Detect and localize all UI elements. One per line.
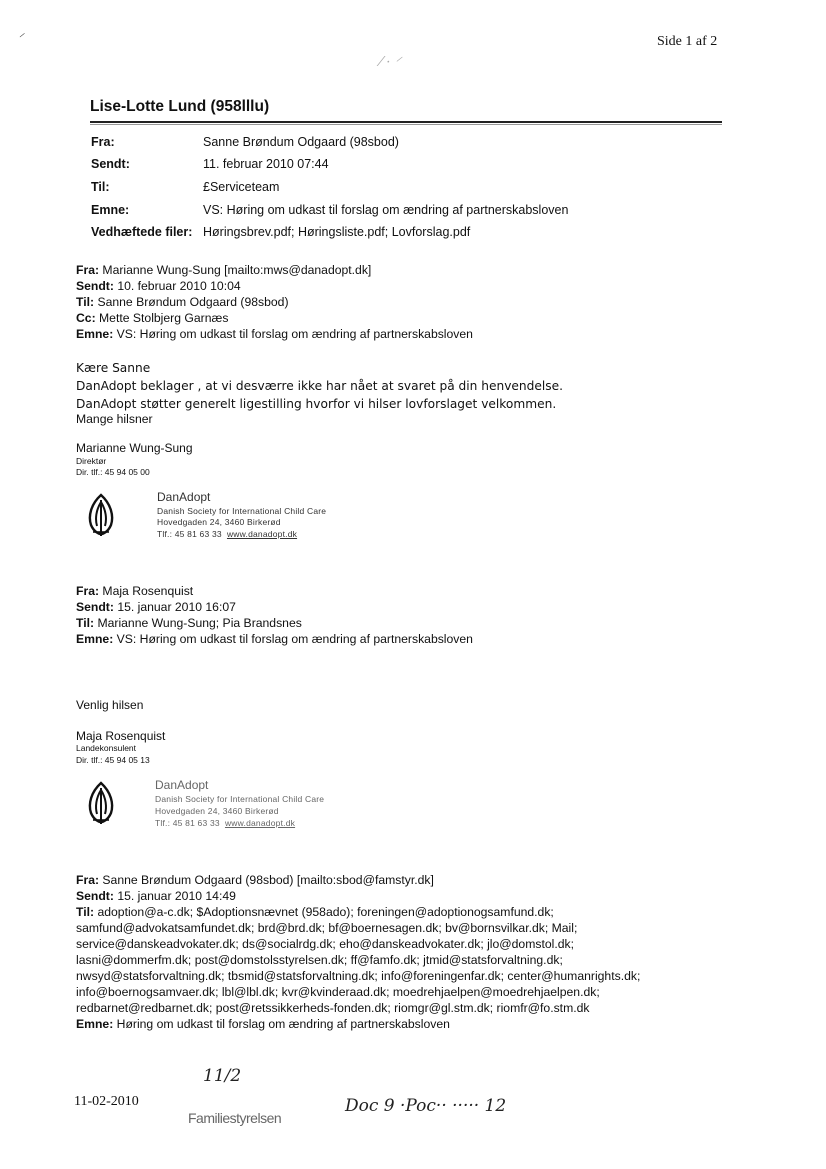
header-rule: [90, 124, 722, 125]
email3-to-line: [76, 904, 554, 920]
to-value: Sanne Brøndum Odgaard (98sbod): [97, 295, 289, 309]
org-phone: Tlf.: 45 81 63 33: [157, 529, 222, 539]
danadopt-logo-icon: [83, 492, 119, 538]
email2-signature-name: Maja Rosenquist: [76, 729, 166, 743]
subject-value: Høring om udkast til forslag om ændring af partnerskabsloven: [116, 1017, 450, 1031]
email1-signature-name: Marianne Wung-Sung: [76, 441, 193, 455]
org-contact: [155, 818, 295, 828]
recipient-list: lasni@dommerfm.dk; post@domstolsstyrelsen.dk; ff@famfo.dk; jtmid@statsforvaltning.dk;: [76, 953, 563, 967]
subject-value: VS: Høring om udkast til forslag om ændring af partnerskabsloven: [116, 632, 473, 646]
from-label: Fra:: [76, 584, 100, 598]
handwritten-fraction: 11/2: [203, 1066, 242, 1086]
from-value: Marianne Wung-Sung [mailto:mws@danadopt.dk]: [102, 263, 372, 277]
received-date: 11-02-2010: [74, 1094, 139, 1109]
email1-body-line: Mange hilsner: [76, 412, 153, 426]
sent-label: Sendt:: [76, 600, 114, 614]
to-value: £Serviceteam: [203, 180, 280, 194]
scribble-mark: ⸍: [18, 31, 24, 44]
org-website-link[interactable]: www.danadopt.dk: [226, 529, 298, 539]
recipient-list: service@danskeadvokater.dk; ds@socialrdg.dk; eho@danskeadvokater.dk; jlo@domstol.dk;: [76, 937, 574, 951]
email1-greeting: Kære Sanne: [76, 361, 151, 375]
to-label: Til:: [91, 180, 110, 194]
scribble-mark: ⁄ · ⸍: [380, 55, 402, 70]
sent-value: 15. januar 2010 14:49: [117, 889, 236, 903]
email1-to: [76, 294, 289, 310]
email1-signature-phone: Dir. tlf.: 45 94 05 00: [76, 467, 150, 477]
email1-signature-title: Direktør: [76, 456, 107, 466]
org-contact: [157, 529, 297, 539]
to-label: Til:: [76, 905, 95, 919]
email1-body-line: DanAdopt beklager , at vi desværre ikke har nået at svaret på din henvendelse.: [76, 379, 563, 393]
org-address: Hovedgaden 24, 3460 Birkerød: [157, 517, 281, 527]
org-name: DanAdopt: [155, 778, 209, 792]
header-rule: [90, 121, 722, 123]
sent-label: Sendt:: [76, 279, 114, 293]
email2-from: [76, 583, 193, 599]
recipient-list: adoption@a-c.dk; $Adoptionsnævnet (958ado); foreningen@adoptionogsamfund.dk;: [97, 905, 554, 919]
danadopt-logo-icon: [83, 780, 119, 826]
email2-subject: [76, 631, 473, 647]
sent-value: 11. februar 2010 07:44: [203, 157, 329, 171]
recipient-list: samfund@advokatsamfundet.dk; brd@brd.dk; bf@boernesagen.dk; bv@bornsvilkar.dk; Mail;: [76, 921, 578, 935]
sent-value: 10. februar 2010 10:04: [117, 279, 241, 293]
mailbox-owner: Lise-Lotte Lund (958lllu): [90, 98, 270, 115]
email1-cc: [76, 310, 228, 326]
email2-closing: Venlig hilsen: [76, 698, 144, 712]
attachments-value: Høringsbrev.pdf; Høringsliste.pdf; Lovforslag.pdf: [203, 225, 471, 239]
from-label: Fra:: [91, 135, 115, 149]
email2-to: [76, 615, 302, 631]
subject-value: VS: Høring om udkast til forslag om ændring af partnerskabsloven: [203, 203, 569, 217]
from-value: Sanne Brøndum Odgaard (98sbod) [mailto:sbod@famstyr.dk]: [102, 873, 434, 887]
attachments-label: Vedhæftede filer:: [91, 225, 193, 239]
email2-signature-phone: Dir. tlf.: 45 94 05 13: [76, 755, 150, 765]
recipient-list: info@boernogsamvaer.dk; lbl@lbl.dk; kvr@kvinderaad.dk; moedrehjaelpen@moedrehjaelpen.dk;: [76, 985, 600, 999]
subject-value: VS: Høring om udkast til forslag om ændring af partnerskabsloven: [116, 327, 473, 341]
email1-body-line: DanAdopt støtter generelt ligestilling hvorfor vi hilser lovforslaget velkommen.: [76, 397, 557, 411]
from-value: Maja Rosenquist: [102, 584, 194, 598]
from-label: Fra:: [76, 873, 100, 887]
received-stamp: Familiestyrelsen: [188, 1110, 282, 1126]
to-label: Til:: [76, 295, 95, 309]
subject-label: Emne:: [76, 632, 114, 646]
cc-label: Cc:: [76, 311, 96, 325]
org-description: Danish Society for International Child Care: [155, 794, 325, 804]
sent-value: 15. januar 2010 16:07: [117, 600, 236, 614]
email2-sent: [76, 599, 236, 615]
subject-label: Emne:: [76, 1017, 114, 1031]
sent-label: Sendt:: [76, 889, 114, 903]
handwritten-note: Doc 9 ·Poc·· ····· 12: [345, 1096, 507, 1116]
org-website-link[interactable]: www.danadopt.dk: [224, 818, 296, 828]
email1-from: [76, 262, 371, 278]
org-description: Danish Society for International Child Care: [157, 506, 327, 516]
org-phone: Tlf.: 45 81 63 33: [155, 818, 220, 828]
recipient-list: redbarnet@redbarnet.dk; post@retssikkerheds-fonden.dk; riomgr@gl.stm.dk; riomfr@fo.stm.dk: [76, 1001, 590, 1015]
email1-subject: [76, 326, 473, 342]
to-label: Til:: [76, 616, 95, 630]
cc-value: Mette Stolbjerg Garnæs: [99, 311, 229, 325]
subject-label: Emne:: [91, 203, 130, 217]
org-address: Hovedgaden 24, 3460 Birkerød: [155, 806, 279, 816]
to-value: Marianne Wung-Sung; Pia Brandsnes: [97, 616, 302, 630]
page-number: Side 1 af 2: [657, 34, 718, 49]
email3-sent: [76, 888, 236, 904]
email3-from: [76, 872, 434, 888]
recipient-list: nwsyd@statsforvaltning.dk; tbsmid@statsforvaltning.dk; info@foreningenfar.dk; center@humanrights.dk;: [76, 969, 641, 983]
email3-subject: [76, 1016, 450, 1032]
from-label: Fra:: [76, 263, 100, 277]
org-name: DanAdopt: [157, 490, 211, 504]
email2-signature-title: Landekonsulent: [76, 743, 137, 753]
email1-sent: [76, 278, 241, 294]
subject-label: Emne:: [76, 327, 114, 341]
from-value: Sanne Brøndum Odgaard (98sbod): [203, 135, 399, 149]
sent-label: Sendt:: [91, 157, 130, 171]
